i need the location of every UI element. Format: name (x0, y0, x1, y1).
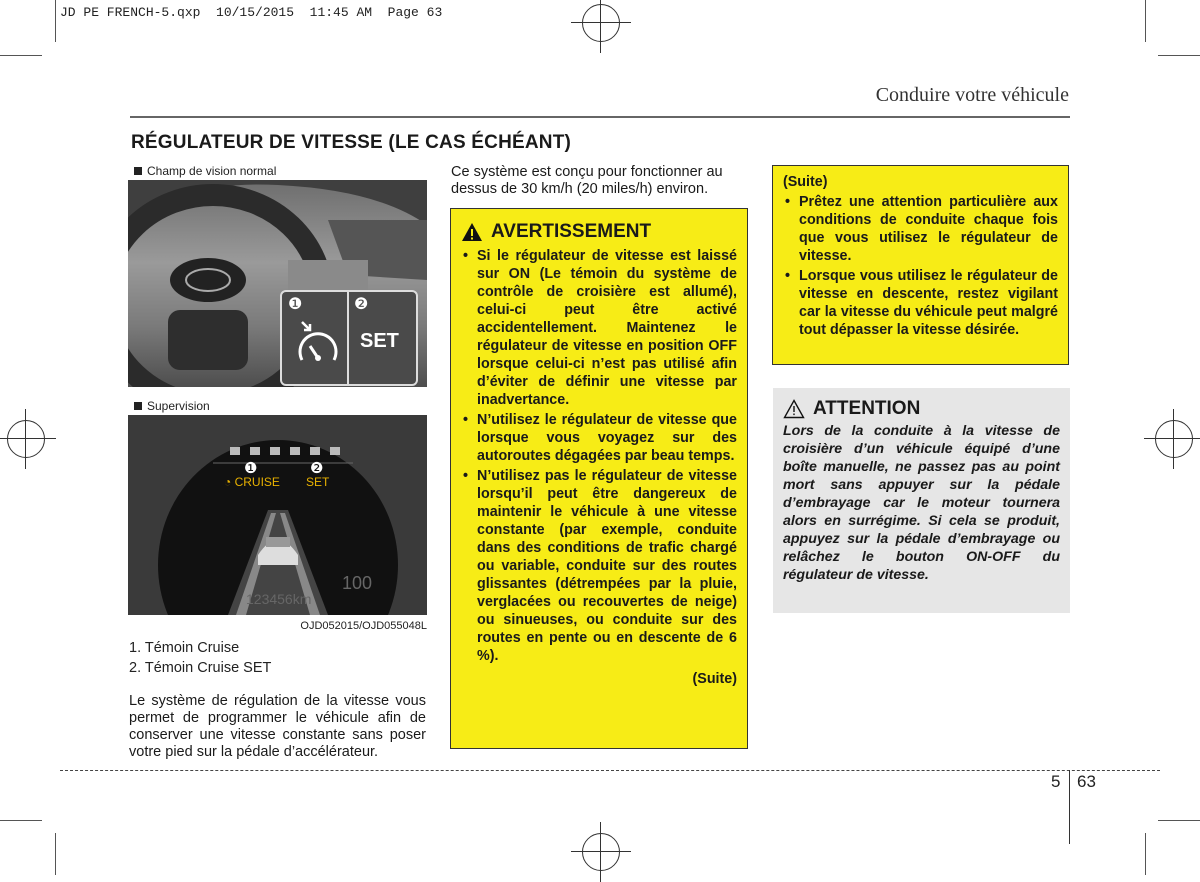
warning-item: • Si le régulateur de vitesse est laissé sur ON (Le témoin du système de contrôle de croisière est allumé), celui-ci peut être activé accidentellement. Maintenez le régulateur de vitesse en position OFF lorsque celui-ci n’est pas utilisé afin d’éviter de définir une vitesse par inadvertance. (461, 247, 737, 409)
callout-2: ❷ (354, 296, 369, 313)
crop-mark (1145, 0, 1146, 42)
warning-item: • N’utilisez pas le régulateur de vitesse lorsqu’il peut être dangereux de maintenir le véhicule à une vitesse constante (par exemple, conduite dans des conditions de trafic chargé ou variable, conduite sur des routes glissantes (détrempées par la pluie, verglacées ou recouvertes de neige) ou sinueuses, ou conduite sur des routes en pente ou en descente de 6 %). (461, 467, 737, 665)
cluster-callout-1: ❶ (244, 460, 258, 477)
footer-rule (60, 770, 1160, 771)
warning-icon (461, 222, 483, 242)
crop-mark (55, 0, 56, 42)
continued-item: • Prêtez une attention particulière aux conditions de conduite chaque fois que vous utilisez le régulateur de vitesse. (783, 193, 1058, 265)
chapter-number: 5 (1051, 772, 1061, 791)
attention-text: Lors de la conduite à la vitesse de croisière d’un véhicule équipé d’une boîte manuelle, ne passez pas au point mort sans appuyer sur la pédale d’embrayage car le moteur tournera alors en surrégime. Si cela se produit, appuyez sur la pédale d’embrayage ou relâchez le bouton ON-OFF du régulateur de vitesse. (783, 423, 1060, 583)
cluster-callout-2: ❷ (310, 460, 324, 477)
running-head: Conduire votre véhicule (875, 84, 1069, 106)
intro-paragraph: Le système de régulation de la vitesse vous permet de programmer le véhicule afin de conserver une vitesse constante sans poser votre pied sur la pédale d’accélérateur. (129, 693, 426, 760)
crop-mark (55, 833, 56, 875)
figure2-caption: Supervision (134, 399, 210, 413)
speed-requirement-paragraph: Ce système est conçu pour fonctionner au dessus de 30 km/h (20 miles/h) environ. (451, 164, 723, 197)
caution-icon (783, 399, 805, 419)
crop-mark (0, 820, 42, 821)
photo-code: OJD052015/OJD055048L (300, 620, 427, 632)
warning-continued-box (772, 165, 1069, 365)
warning-item: • N’utilisez le régulateur de vitesse que lorsque vous voyagez sur des autoroutes dégagées par beau temps. (461, 411, 737, 465)
page-title: RÉGULATEUR DE VITESSE (LE CAS ÉCHÉANT) (131, 132, 572, 153)
crop-mark (0, 55, 42, 56)
warning-box (450, 208, 748, 749)
registration-mark (7, 420, 45, 458)
instrument-cluster-photo (128, 415, 427, 615)
cluster-display (128, 415, 427, 615)
page-number-divider (1069, 770, 1070, 844)
attention-box (773, 388, 1070, 613)
header-rule (130, 116, 1070, 118)
continued-list (783, 193, 1058, 339)
crop-mark (1158, 55, 1200, 56)
callout-1: ❶ (288, 296, 303, 313)
warning-title: AVERTISSEMENT (461, 221, 737, 243)
page-number: 63 (1077, 772, 1096, 791)
speed-readout: 100 (342, 573, 373, 593)
crop-mark (1145, 833, 1146, 875)
print-header: JD PE FRENCH-5.qxp 10/15/2015 11:45 AM Page 63 (60, 5, 443, 20)
set-button-label: SET (360, 330, 399, 352)
steering-wheel-photo (128, 180, 427, 387)
continued-item: • Lorsque vous utilisez le régulateur de vitesse en descente, restez vigilant car la vitesse du véhicule peut malgré tout dépasser la vitesse désirée. (783, 267, 1058, 339)
odometer: 123456km (246, 591, 312, 607)
legend-item-1: 1. Témoin Cruise (129, 640, 240, 656)
cruise-switch-inset (280, 290, 418, 386)
warning-continued-label: (Suite) (692, 671, 737, 687)
registration-mark (582, 4, 620, 42)
figure1-caption: Champ de vision normal (134, 164, 276, 178)
registration-mark (582, 833, 620, 871)
warning-list (461, 247, 737, 665)
crop-mark (1158, 820, 1200, 821)
cruise-indicator: ◔ CRUISE (224, 475, 280, 489)
continued-label: (Suite) (783, 174, 828, 190)
cruise-icon (296, 320, 340, 370)
registration-mark (1155, 420, 1193, 458)
legend-item-2: 2. Témoin Cruise SET (129, 660, 272, 676)
attention-title: ATTENTION (783, 398, 1060, 420)
set-indicator: SET (306, 475, 330, 489)
